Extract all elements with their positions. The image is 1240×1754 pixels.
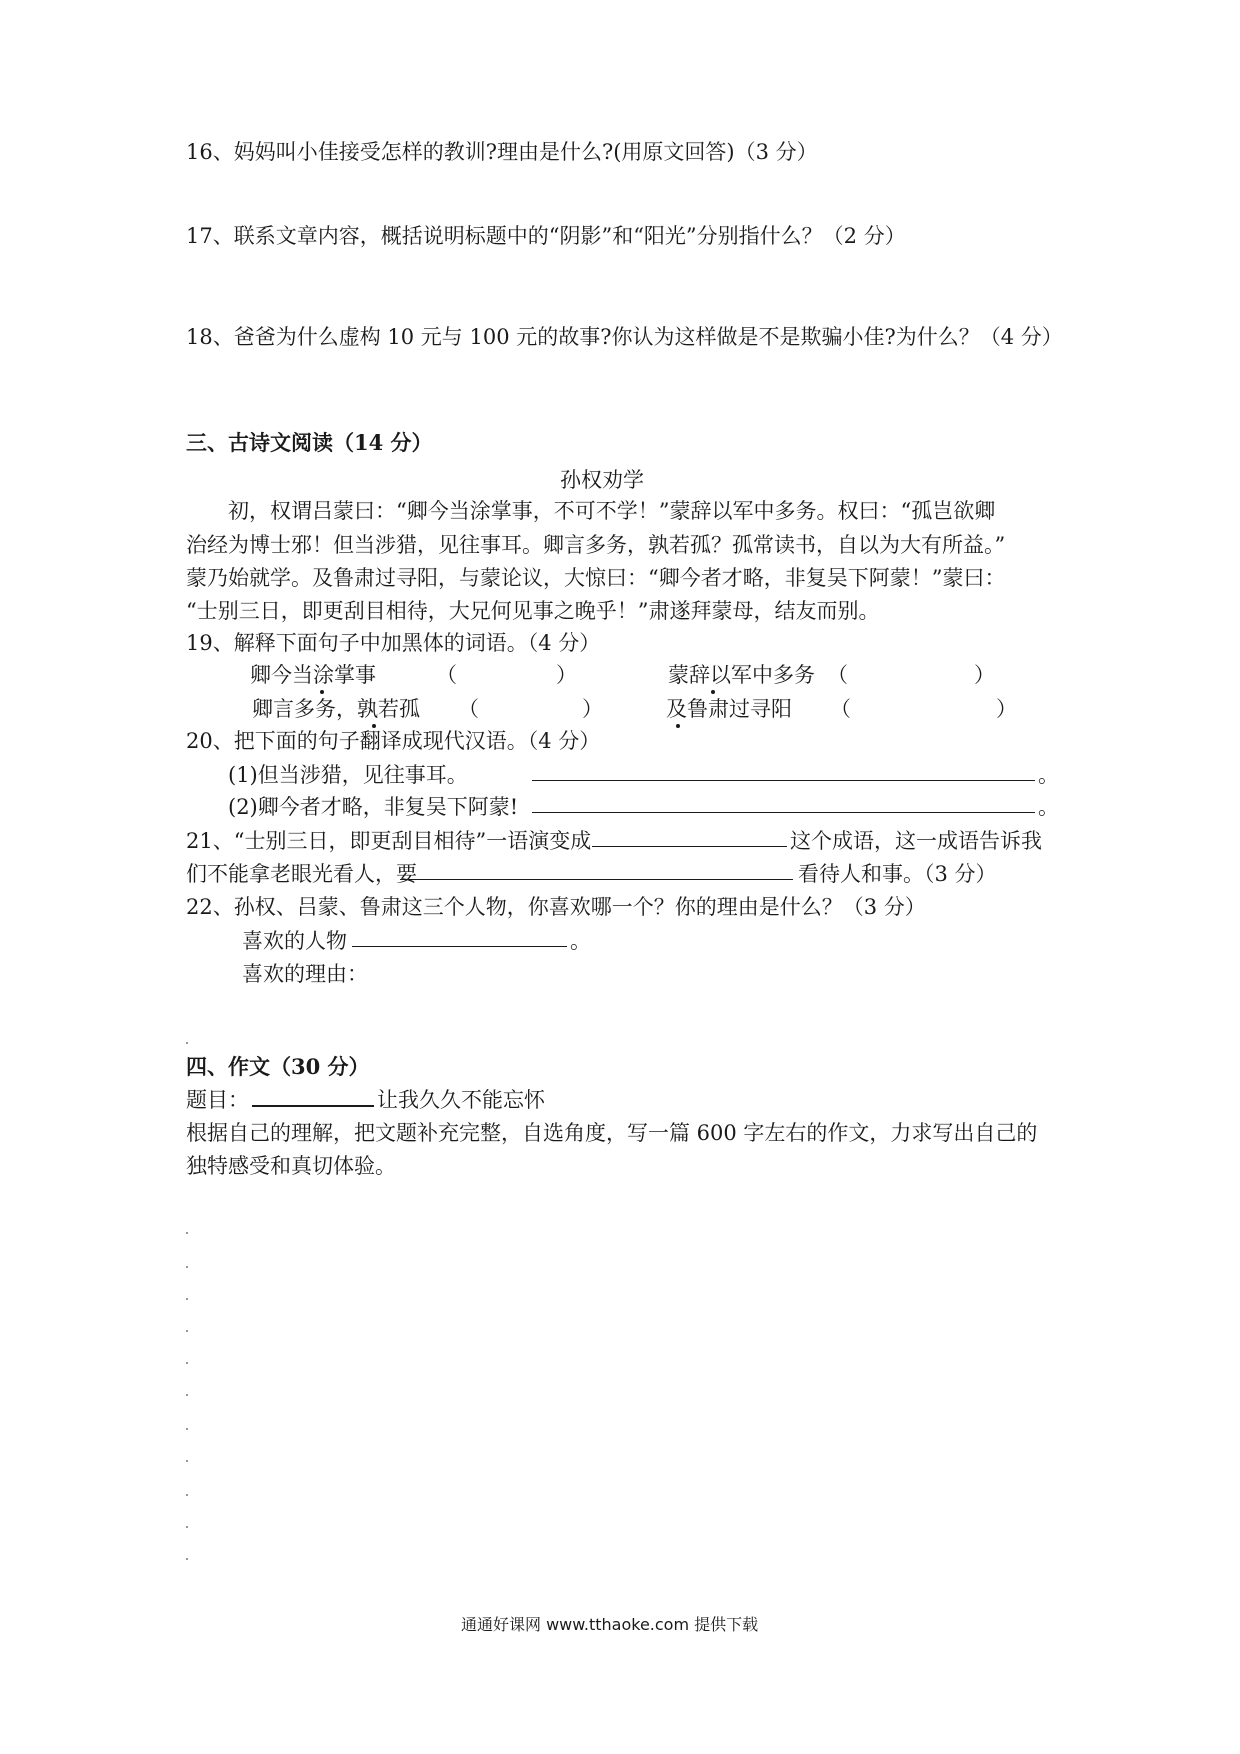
q21-part-1: 21、“士别三日，即更刮目相待”一语演变成 — [186, 829, 592, 853]
scan-speck — [186, 1362, 188, 1364]
scan-speck — [186, 1558, 188, 1560]
scan-speck — [186, 1526, 188, 1528]
q21-blank-2[interactable] — [400, 879, 793, 880]
q19-paren-close-2: ） — [974, 663, 995, 687]
question-16: 16、妈妈叫小佳接受怎样的教训?理由是什么?(用原文回答)（3 分） — [186, 140, 818, 164]
q21-blank-1[interactable] — [592, 846, 787, 847]
emphasis-dot — [712, 686, 713, 687]
passage-line-3: 蒙乃始就学。及鲁肃过寻阳，与蒙论议，大惊曰：“卿今者才略，非复吴下阿蒙！”蒙曰： — [186, 566, 1006, 590]
question-17: 17、联系文章内容，概括说明标题中的“阴影”和“阳光”分别指什么？（2 分） — [186, 224, 906, 248]
q19-paren-open-3: （ — [458, 697, 479, 721]
q19-paren-open-1: （ — [436, 663, 457, 687]
section-4-heading: 四、作文（30 分） — [186, 1054, 370, 1079]
section-3-heading: 三、古诗文阅读（14 分） — [186, 430, 433, 455]
q22-reason-label: 喜欢的理由： — [242, 962, 368, 986]
scan-speck — [186, 1042, 188, 1044]
q20-end-2: 。 — [1038, 795, 1059, 819]
question-22-stem: 22、孙权、吕蒙、鲁肃这三个人物，你喜欢哪一个？你的理由是什么？（3 分） — [186, 895, 926, 919]
scan-speck — [186, 1330, 188, 1332]
q19-item-1: 卿今当涂掌事 — [250, 663, 376, 687]
scan-speck — [186, 1298, 188, 1300]
scan-speck — [186, 1428, 188, 1430]
essay-title-suffix: 让我久久不能忘怀 — [377, 1088, 545, 1112]
q19-paren-open-4: （ — [830, 697, 851, 721]
passage-title: 孙权劝学 — [560, 468, 644, 492]
q19-item-4: 及鲁肃过寻阳 — [666, 697, 792, 721]
q19-paren-close-4: ） — [996, 697, 1017, 721]
q22-person-label: 喜欢的人物 — [242, 929, 347, 953]
q19-paren-close-3: ） — [582, 697, 603, 721]
q22-person-blank[interactable] — [352, 946, 567, 947]
scan-speck — [186, 1266, 188, 1268]
essay-title-label: 题目： — [186, 1088, 249, 1112]
q21-part-4: 看待人和事。（3 分） — [798, 862, 997, 886]
q19-paren-close-1: ） — [556, 663, 577, 687]
q19-item-3: 卿言多务，孰若孤 — [252, 697, 420, 721]
q20-sentence-1: (1)但当涉猎，见往事耳。 — [228, 763, 468, 787]
essay-instruction-line-1: 根据自己的理解，把文题补充完整，自选角度，写一篇 600 字左右的作文，力求写出自己的 — [186, 1121, 1038, 1145]
q19-item-2: 蒙辞以军中多务 — [668, 663, 815, 687]
q21-part-3: 们不能拿老眼光看人，要 — [186, 862, 417, 886]
footer-text: 通通好课网 www.tthaoke.com 提供下载 — [461, 1615, 759, 1634]
emphasis-dot — [321, 686, 322, 687]
passage-line-1: 初，权谓吕蒙曰：“卿今当涂掌事，不可不学！”蒙辞以军中多务。权曰：“孤岂欲卿 — [228, 499, 996, 523]
emphasis-dot — [677, 720, 678, 721]
answer-line-2[interactable] — [532, 812, 1035, 813]
scan-speck — [186, 1232, 188, 1234]
question-19-stem: 19、解释下面句子中加黑体的词语。（4 分） — [186, 631, 601, 655]
q19-paren-open-2: （ — [827, 663, 848, 687]
emphasis-dot — [373, 720, 374, 721]
essay-instruction-line-2: 独特感受和真切体验。 — [186, 1154, 396, 1178]
q21-part-2: 这个成语，这一成语告诉我 — [790, 829, 1042, 853]
scan-speck — [186, 1394, 188, 1396]
question-20-stem: 20、把下面的句子翻译成现代汉语。（4 分） — [186, 729, 601, 753]
q20-sentence-2: (2)卿今者才略，非复吴下阿蒙! — [228, 795, 519, 819]
essay-title-blank[interactable] — [252, 1105, 374, 1107]
scan-speck — [186, 1460, 188, 1462]
q22-person-end: 。 — [570, 929, 591, 953]
scan-speck — [186, 1494, 188, 1496]
passage-line-4: “士别三日，即更刮目相待，大兄何见事之晚乎！”肃遂拜蒙母，结友而别。 — [186, 599, 880, 623]
answer-line-1[interactable] — [532, 780, 1035, 781]
question-18: 18、爸爸为什么虚构 10 元与 100 元的故事?你认为这样做是不是欺骗小佳?为什么？（4 分） — [186, 325, 1063, 349]
q20-end-1: 。 — [1038, 763, 1059, 787]
passage-line-2: 治经为博士邪！但当涉猎，见往事耳。卿言多务，孰若孤？孤常读书，自以为大有所益。” — [186, 533, 1006, 557]
